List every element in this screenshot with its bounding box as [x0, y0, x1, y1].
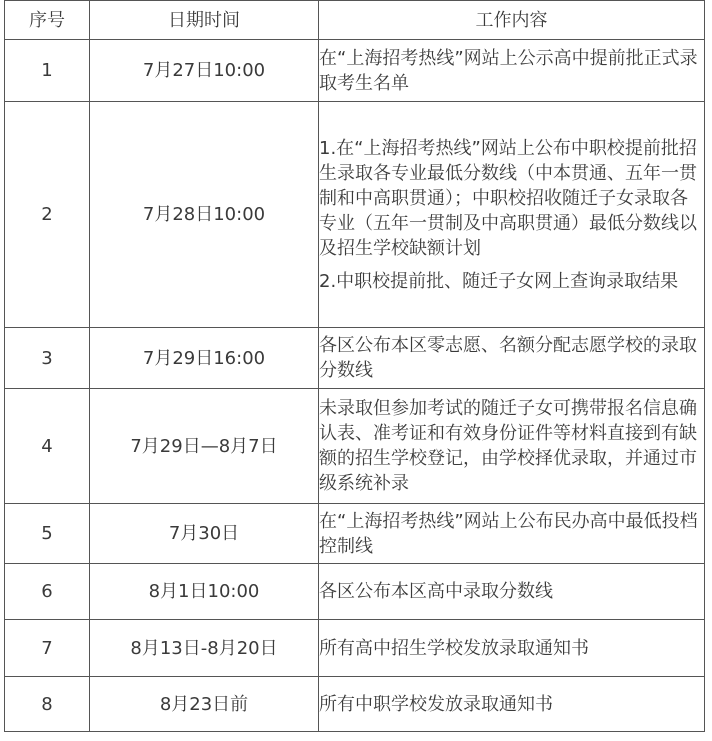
- row-number: 1: [5, 40, 90, 102]
- work-paragraph: 在“上海招考热线”网站上公布民办高中最低投档控制线: [319, 510, 698, 557]
- table-row: [5, 40, 705, 102]
- table-row: [5, 620, 705, 677]
- work-paragraph: 1.在“上海招考热线”网站上公布中职校提前批招生录取各专业最低分数线（中本贯通、五年一贯制和中高职贯通）；中职校招收随迁子女录取各专业（五年一贯制及中高职贯通）最低分数线以及招生学校缺额计划: [319, 137, 697, 259]
- work-paragraph: 各区公布本区高中录取分数线: [319, 581, 553, 602]
- work-paragraph: 所有高中招生学校发放录取通知书: [319, 637, 589, 659]
- row-work-content: [319, 564, 705, 620]
- row-date: 8月23日前: [90, 677, 319, 732]
- work-paragraph: 未录取但参加考试的随迁子女可携带报名信息确认表、准考证和有效身份证件等材料直接到有缺额的招生学校登记，由学校择优录取，并通过市级系统补录: [319, 398, 697, 494]
- header-number: 序号: [5, 1, 90, 40]
- row-number: 2: [5, 102, 90, 328]
- row-date: 7月29日—8月7日: [90, 389, 319, 504]
- admission-schedule-table: [4, 0, 705, 732]
- row-work-content: [319, 40, 705, 102]
- table-header-row: [5, 1, 705, 40]
- header-date-time: 日期时间: [90, 1, 319, 40]
- work-paragraph: 在“上海招考热线”网站上公示高中提前批正式录取考生名单: [319, 47, 698, 94]
- row-work-content: [319, 504, 705, 564]
- row-number: 7: [5, 620, 90, 677]
- row-work-content: [319, 620, 705, 677]
- table-row: [5, 504, 705, 564]
- row-work-content: [319, 677, 705, 732]
- row-number: 6: [5, 564, 90, 620]
- row-number: 4: [5, 389, 90, 504]
- row-date: 7月27日10:00: [90, 40, 319, 102]
- work-paragraph: 所有中职学校发放录取通知书: [319, 693, 553, 715]
- work-paragraph: 2.中职校提前批、随迁子女网上查询录取结果: [319, 270, 679, 292]
- table-row: [5, 102, 705, 328]
- header-work-content: 工作内容: [319, 1, 705, 40]
- table-row: [5, 389, 705, 504]
- row-number: 5: [5, 504, 90, 564]
- row-date: 7月29日16:00: [90, 328, 319, 389]
- row-number: 3: [5, 328, 90, 389]
- row-work-content: [319, 102, 705, 328]
- row-work-content: [319, 389, 705, 504]
- row-date: 8月1日10:00: [90, 564, 319, 620]
- row-date: 7月28日10:00: [90, 102, 319, 328]
- table-row: [5, 564, 705, 620]
- table-row: [5, 677, 705, 732]
- work-paragraph: 各区公布本区零志愿、名额分配志愿学校的录取分数线: [319, 335, 697, 381]
- row-date: 8月13日-8月20日: [90, 620, 319, 677]
- table-row: [5, 328, 705, 389]
- row-number: 8: [5, 677, 90, 732]
- row-work-content: [319, 328, 705, 389]
- row-date: 7月30日: [90, 504, 319, 564]
